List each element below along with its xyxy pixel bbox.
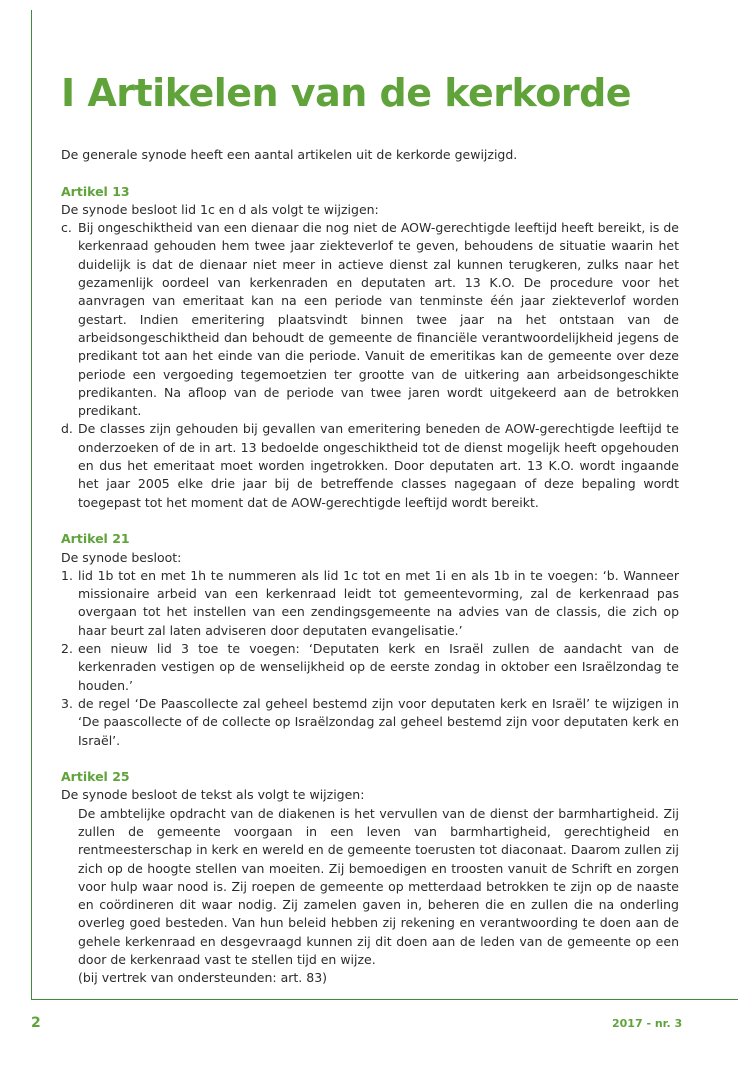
list-item-text: de regel ‘De Paascollecte zal geheel bestemd zijn voor deputaten kerk en Israël’ te wijzigen in ‘De paascollecte of de collecte op Israëlzondag zal geheel bestemd zijn voor deputaten kerk en Israël’. — [78, 695, 679, 748]
article-13-list — [61, 219, 679, 512]
article-13-heading: Artikel 13 — [61, 183, 130, 199]
page-number: 2 — [31, 1015, 41, 1031]
list-item-text: De classes zijn gehouden bij gevallen van emeritering beneden de AOW-gerechtigde leeftijd te onderzoeken of de in art. 13 bedoelde ongeschiktheid tot de dienst mogelijk heeft opgehouden en dus het emeritaat moet worden ingetrokken. Door deputaten art. 13 K.O. wordt ingaande het jaar 2005 elke drie jaar bij de betreffende classes nagegaan of deze bepaling wordt toegepast tot het moment dat de AOW-gerechtigde leeftijd wordt bereikt. — [78, 421, 679, 510]
list-item — [61, 219, 679, 420]
list-item-text: Bij ongeschiktheid van een dienaar die nog niet de AOW-gerechtigde leeftijd heeft bereikt, is de kerkenraad gehouden hem twee jaar ziekteverlof te geven, behoudens de situatie waarin het duidelijk is dat de dienaar niet meer in actieve dienst zal kunnen terugkeren, zulks naar het gezamenlijk oordeel van kerkenraden en deputaten art. 13 K.O. De procedure voor het aanvragen van emeritaat kan na een periode van tenminste één jaar ziekteverlof worden gestart. Indien emeritering plaatsvindt binnen twee jaar na het ontstaan van de arbeidsongeschiktheid dan behoudt de gemeente de financiële verantwoordelijkheid jegens de predikant tot aan het einde van die periode. Vanuit de emeritikas kan de gemeente over deze periode een vergoeding tegemoetzien ter grootte van de uitkering aan arbeidsongeschikte predikanten. Na afloop van de periode van twee jaren wordt uitgekeerd aan de betrokken predikant. — [78, 220, 679, 419]
article-21-lead: De synode besloot: — [61, 549, 182, 565]
article-21-heading: Artikel 21 — [61, 531, 130, 547]
article-13-lead: De synode besloot lid 1c en d als volgt te wijzigen: — [61, 201, 379, 217]
list-item — [61, 567, 679, 640]
article-13-section — [61, 183, 679, 512]
list-item-text: lid 1b tot en met 1h te nummeren als lid 1c tot en met 1i en als 1b in te voegen: ‘b. Wanneer missionaire arbeid van een kerkenraad leidt tot gemeentevorming, zal de kerkenraad pas overgaan tot het instellen van een zendingsgemeente na advies van de classis, die zich op haar beurt zal laten adviseren door deputaten evangelisatie.’ — [78, 567, 679, 638]
article-25-lead: De synode besloot de tekst als volgt te wijzigen: — [61, 787, 365, 803]
left-rule — [31, 10, 32, 1000]
body-content — [61, 146, 679, 1006]
list-marker: 3. — [61, 695, 73, 711]
issue-label: 2017 - nr. 3 — [612, 1017, 683, 1030]
list-item — [61, 695, 679, 750]
article-21-section — [61, 530, 679, 750]
article-25-body: De ambtelijke opdracht van de diakenen is het vervullen van de dienst der barmhartigheid. Zij zullen de gemeente voorgaan in een leven van barmhartigheid, gerechtigheid en rentmeesterschap in kerk en wereld en de gemeente toerusten tot diaconaat. Daarom zullen zij zich op de hoogte stellen van moeiten. Zij bemoedigen en troosten vanuit de Schrift en zorgen voor hulp waar nood is. Zij roepen de gemeente op metterdaad betrokken te zijn op de naaste en coördineren dit waar nodig. Zij zamelen gaven in, beheren die en zullen die na onderling overleg goed besteden. Van hun beleid hebben zij rekening en verantwoording te doen aan de gehele kerkenraad en desgevraagd kunnen zij dit doen aan de leden van de gemeente op een door de kerkenraad vast te stellen tijd en wijze. — [78, 805, 679, 968]
list-marker: 1. — [61, 567, 73, 583]
list-marker: d. — [61, 421, 73, 437]
intro-paragraph: De generale synode heeft een aantal artikelen uit de kerkorde gewijzigd. — [61, 147, 518, 162]
article-21-list — [61, 567, 679, 750]
list-item-text: een nieuw lid 3 toe te voegen: ‘Deputaten kerk en Israël zullen de aandacht van de kerkenraden vestigen op de wenselijkheid op de eerste zondag in oktober een Israëlzondag te houden.’ — [78, 641, 679, 693]
page-title: I Artikelen van de kerkorde — [61, 71, 632, 115]
list-marker: c. — [61, 220, 72, 236]
article-25-section — [61, 768, 679, 988]
list-item — [61, 640, 679, 695]
list-marker: 2. — [61, 641, 73, 657]
article-25-note: (bij vertrek van ondersteunden: art. 83) — [78, 970, 328, 986]
article-25-heading: Artikel 25 — [61, 769, 130, 785]
list-item — [61, 420, 679, 511]
